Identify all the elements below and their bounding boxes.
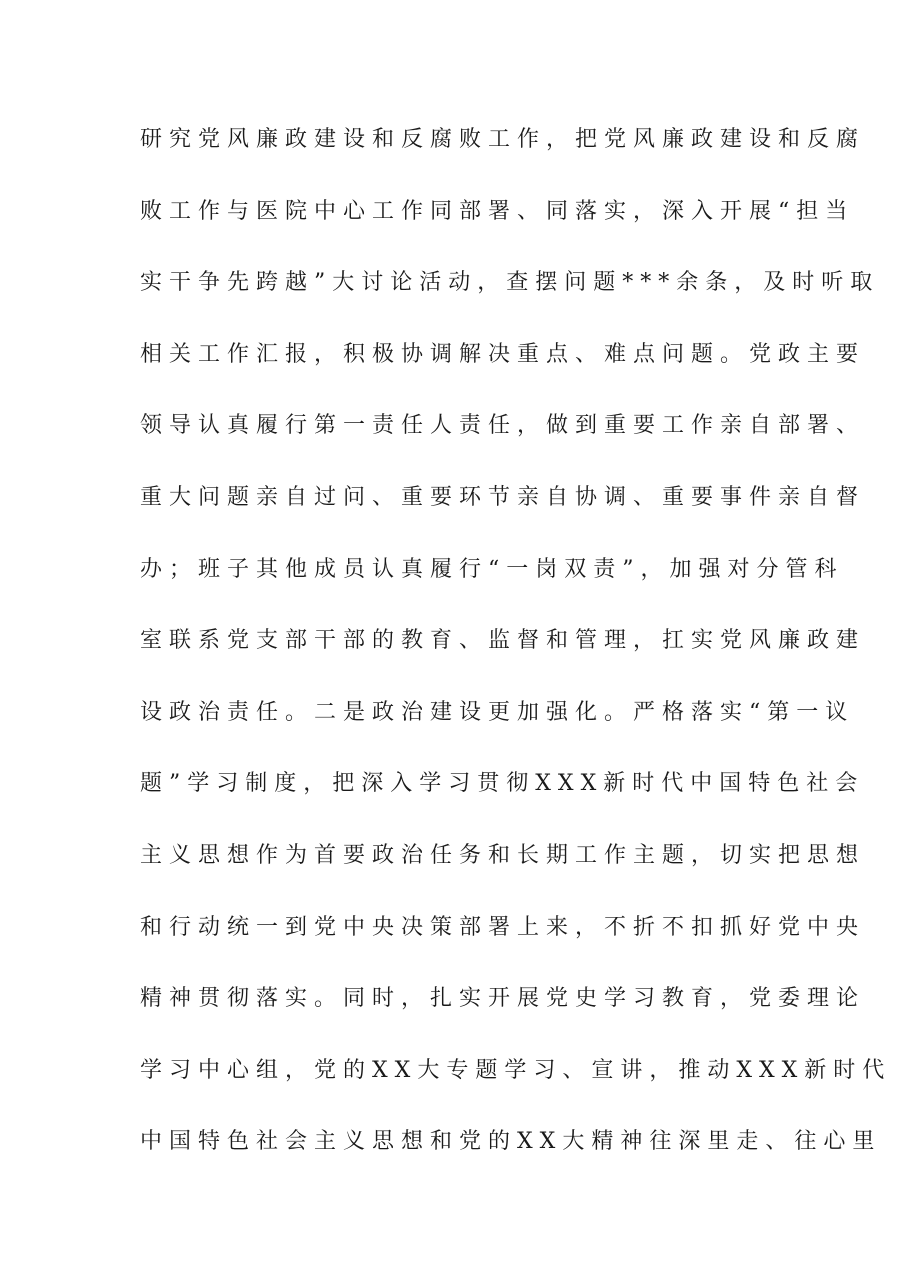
text-line: 领导认真履行第一责任人责任，做到重要工作亲自部署、 [140,413,866,439]
body-paragraph [140,118,892,1192]
text-line: 设政治责任。二是政治建设更加强化。严格落实“第一议 [140,699,855,725]
text-line: 相关工作汇报，积极协调解决重点、难点问题。党政主要 [140,341,866,367]
text-line: 败工作与医院中心工作同部署、同落实，深入开展“担当 [140,198,855,224]
text-line: 办；班子其他成员认真履行“一岗双责”，加强对分管科 [140,556,844,582]
text-line: 主义思想作为首要政治任务和长期工作主题，切实把思想 [140,842,866,868]
text-line: 学习中心组，党的XX大专题学习、宣讲，推动XXX新时代 [140,1057,892,1083]
text-line: 室联系党支部干部的教育、监督和管理，扛实党风廉政建 [140,628,866,654]
text-line: 重大问题亲自过问、重要环节亲自协调、重要事件亲自督 [140,484,866,510]
text-line: 中国特色社会主义思想和党的XX大精神往深里走、往心里 [140,1129,882,1155]
text-line: 实干争先跨越”大讨论活动，查摆问题***余条，及时听取 [140,270,880,296]
text-line: 题”学习制度，把深入学习贯彻XXX新时代中国特色社会 [140,771,865,797]
text-line: 和行动统一到党中央决策部署上来，不折不扣抓好党中央 [140,914,866,940]
text-line: 精神贯彻落实。同时，扎实开展党史学习教育，党委理论 [140,986,866,1012]
text-line: 研究党风廉政建设和反腐败工作，把党风廉政建设和反腐 [140,127,866,152]
